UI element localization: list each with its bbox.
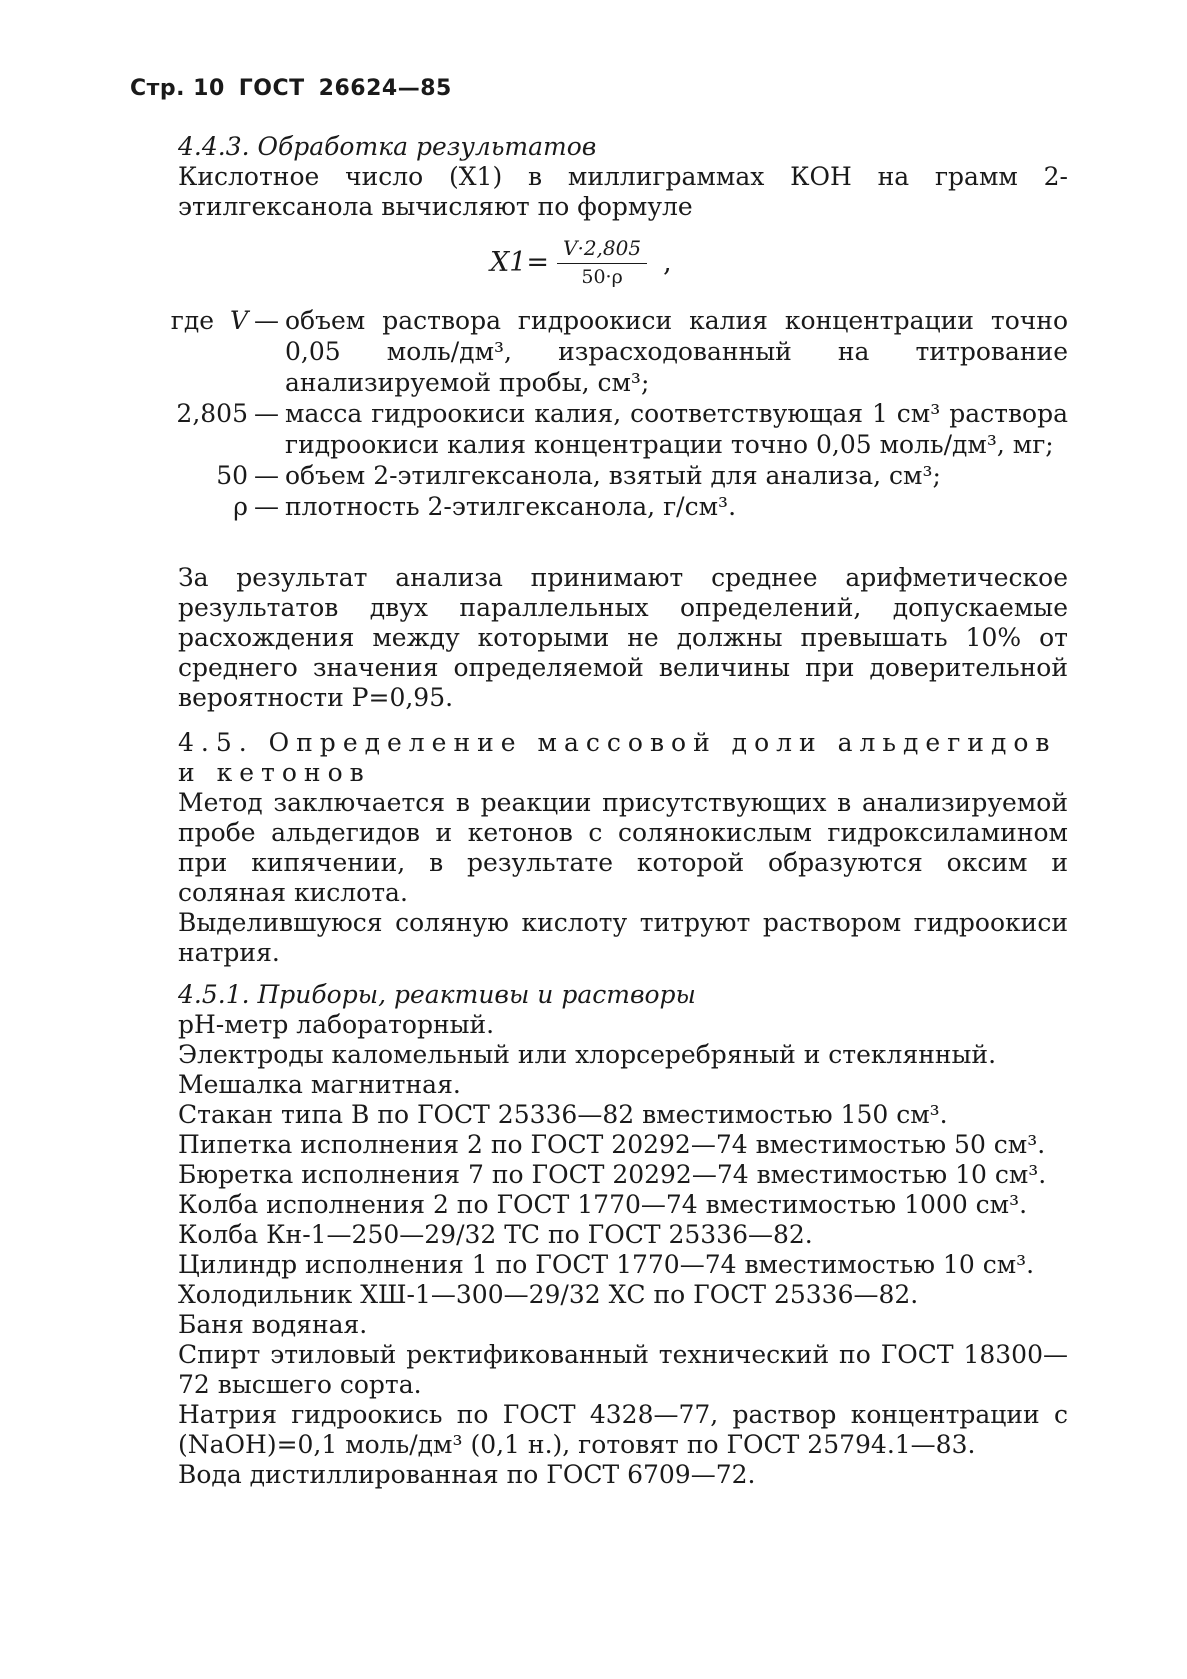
definition-symbol: 2,805 [176, 399, 248, 428]
definition-row [130, 398, 1068, 460]
section-45 [130, 728, 1068, 968]
definition-dash: — [254, 306, 279, 335]
section-443-intro: Кислотное число (X1) в миллиграммах КОН на грамм 2-этилгексанола вычисляют по формуле [178, 162, 1068, 221]
definition-symbol: 50 [216, 461, 248, 490]
equipment-item: Вода дистиллированная по ГОСТ 6709—72. [178, 1460, 756, 1489]
where-label: где [170, 306, 215, 335]
definition-symbol: V [229, 306, 248, 335]
formula-numerator: V·2,805 [557, 236, 647, 264]
page-header [130, 76, 466, 101]
definition-row [130, 305, 1068, 398]
equipment-item: Стакан типа В по ГОСТ 25336—82 вместимостью 150 см³. [178, 1100, 948, 1129]
result-paragraph [130, 563, 1068, 713]
equipment-item: Колба Кн-1—250—29/32 ТС по ГОСТ 25336—82. [178, 1220, 813, 1249]
formula-fraction [557, 236, 647, 288]
result-text: За результат анализа принимают среднее арифметическое результатов двух параллельных определений, допускаемые расхождения между которыми не должны превышать 10% от среднего значения определяемой величины при доверительной вероятности P=0,95. [178, 563, 1068, 712]
definition-row [130, 491, 1068, 522]
section-45-method: Метод заключается в реакции присутствующих в анализируемой пробе альдегидов и кетонов с солянокислым гидроксиламином при кипячении, в результате которой образуются оксим и соляная кислота. [178, 788, 1068, 907]
equipment-item: Бюретка исполнения 7 по ГОСТ 20292—74 вместимостью 10 см³. [178, 1160, 1047, 1189]
equipment-item: рН-метр лабораторный. [178, 1010, 495, 1039]
equipment-item: Натрия гидроокись по ГОСТ 4328—77, раствор концентрации c (NaOH)=0,1 моль/дм³ (0,1 н.), готовят по ГОСТ 25794.1—83. [178, 1400, 1068, 1459]
definition-dash: — [254, 461, 279, 490]
standard-number: 26624—85 [318, 76, 452, 101]
definition-dash: — [254, 492, 279, 521]
equipment-item: Электроды каломельный или хлорсеребряный и стеклянный. [178, 1040, 997, 1069]
definition-row [130, 460, 1068, 491]
definition-text: объем раствора гидроокиси калия концентрации точно 0,05 моль/дм³, израсходованный на титрование анализируемой пробы, см³; [285, 306, 1068, 397]
section-45-titration: Выделившуюся соляную кислоту титруют раствором гидроокиси натрия. [178, 908, 1068, 967]
page-number: Стр. 10 [130, 76, 225, 101]
equipment-item: Мешалка магнитная. [178, 1070, 461, 1099]
standard-label: ГОСТ [238, 76, 305, 101]
acid-number-formula [490, 236, 672, 288]
section-443-head [130, 132, 1068, 222]
equipment-item: Цилиндр исполнения 1 по ГОСТ 1770—74 вместимостью 10 см³. [178, 1250, 1035, 1279]
where-label-and-symbol [130, 305, 248, 398]
formula-definitions [130, 305, 1068, 522]
equipment-item: Баня водяная. [178, 1310, 368, 1339]
definition-text: объем 2-этилгексанола, взятый для анализа, см³; [285, 461, 941, 490]
equipment-item: Холодильник ХШ-1—300—29/32 ХС по ГОСТ 25336—82. [178, 1280, 919, 1309]
equipment-item: Колба исполнения 2 по ГОСТ 1770—74 вместимостью 1000 см³. [178, 1190, 1028, 1219]
formula-lhs: X1= [490, 246, 550, 278]
section-451-title: 4.5.1. Приборы, реактивы и растворы [178, 980, 696, 1009]
section-443-title: 4.4.3. Обработка результатов [178, 132, 597, 161]
definition-symbol: ρ [233, 492, 248, 521]
definition-text: плотность 2-этилгексанола, г/см³. [285, 492, 737, 521]
equipment-item: Спирт этиловый ректификованный технический по ГОСТ 18300—72 высшего сорта. [178, 1340, 1068, 1399]
definition-text: масса гидроокиси калия, соответствующая 1 см³ раствора гидроокиси калия концентрации точно 0,05 моль/дм³, мг; [285, 399, 1068, 459]
section-45-title: 4.5. Определение массовой доли альдегидов и кетонов [178, 728, 1057, 787]
section-451 [130, 980, 1068, 1490]
formula-tail: , [663, 246, 672, 278]
definition-dash: — [254, 399, 279, 428]
formula-denominator: 50·ρ [581, 266, 623, 288]
equipment-item: Пипетка исполнения 2 по ГОСТ 20292—74 вместимостью 50 см³. [178, 1130, 1046, 1159]
